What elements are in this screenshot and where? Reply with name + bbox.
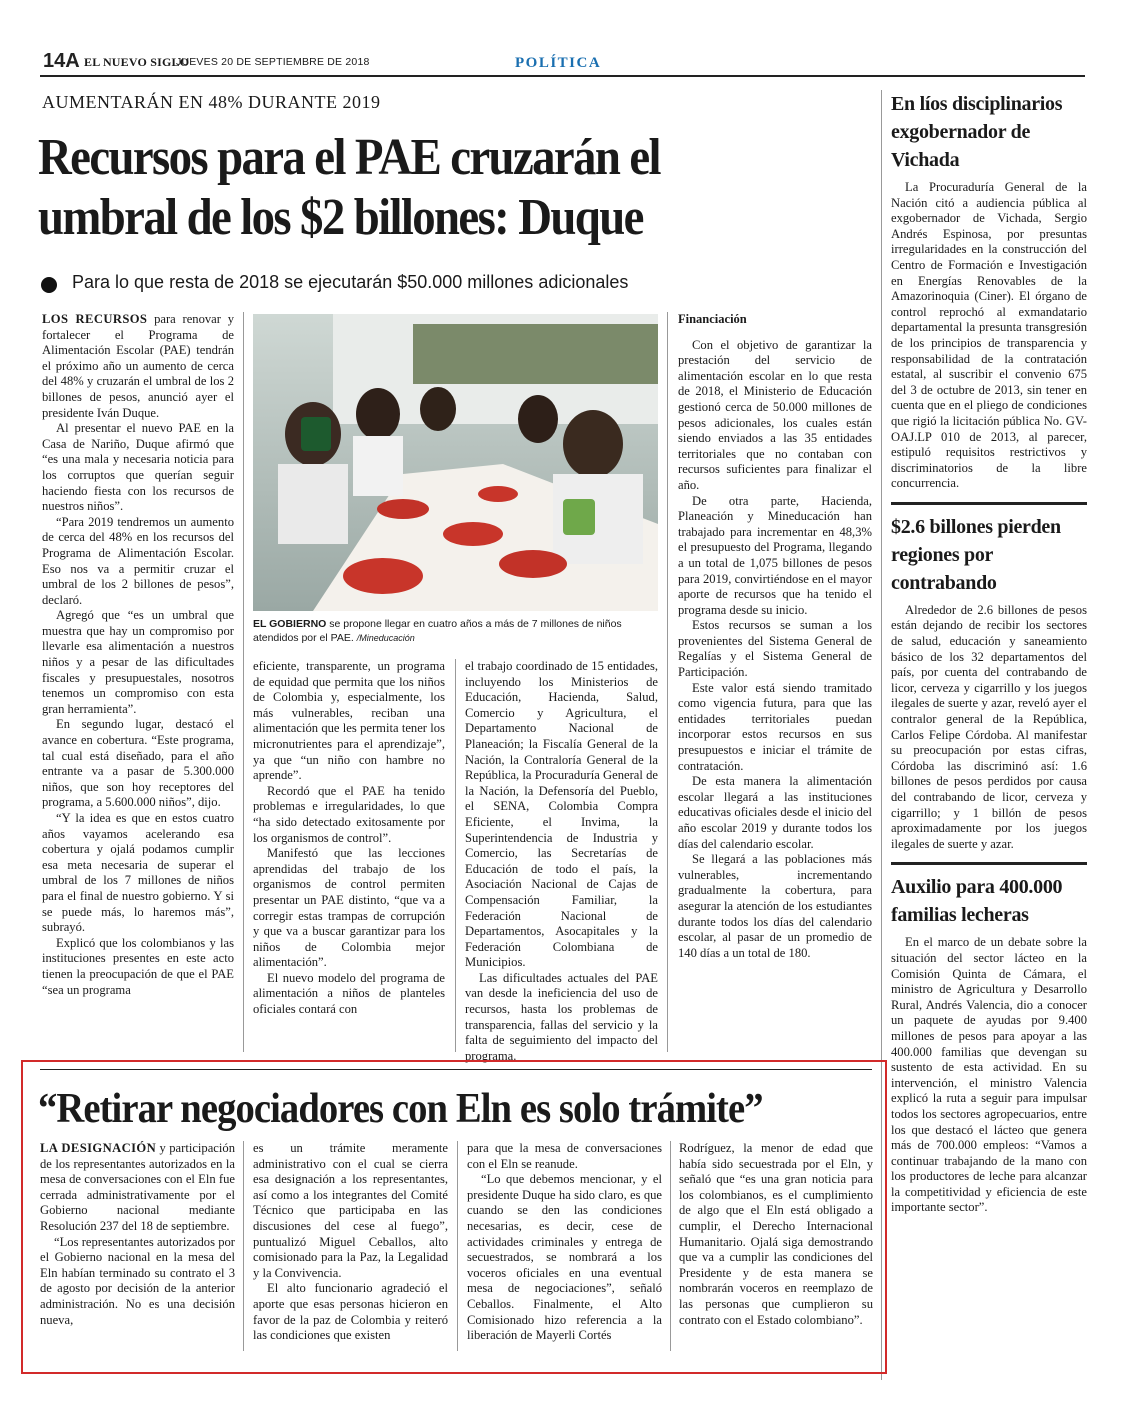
box-column-2: es un trámite meramente administrativo con el cual se cierra esa designación a los representantes, así como a los integrantes del Comité Técnico que participaba en las discusiones del cese al fuego”, puntualizó Miguel Ceballos, alto comisionado para la Paz, la Legalidad y la Convivencia. El alto funcionario agradeció el aporte que esas personas hicieron en favor de la paz de Colombia y reiteró las condiciones que existen — [253, 1141, 448, 1343]
article-subhead: Para lo que resta de 2018 se ejecutarán $50.000 millones adicionales — [72, 272, 629, 292]
article-column-1: LOS RECURSOS para renovar y fortalecer el Programa de Alimentación Escolar (PAE) tendrán el próximo año un aumento de cerca del 48% y cruzarán el umbral de los 2 billones de pesos, anunció ayer el presidente Iván Duque. Al presentar el nuevo PAE en la Casa de Nariño, Duque afirmó que “es una mala y necesaria noticia para los corruptos que querían seguir haciendo fiesta con los recursos de nuestros niños”. “Para 2019 tendremos un aumento de cerca del 48% en los recursos del Programa de Alimentación Escolar. Eso nos va a permitir cruzar el umbral de los 2 billones de pesos”, declaró. Agregó que “es un umbral que muestra que hay un compromiso por llevarle esa alimentación a nuestros niños y a pesar de las dificultades fiscales y presupuestales, nosotros tenemos un compromiso con esta gran herramienta”. En segundo lugar, destacó el avance en cobertura. “Este programa, tal cual está diseñado, para el año entrante va a pasar de 5.300.000 niños, que son hoy receptores del programa, a 5.600.000 niños”, dijo. “Y la idea es que en estos cuatro años vayamos acelerando esa cobertura y ojalá podamos cumplir esa meta necesaria de superar el umbral de los 7 millones de niños para el final de nuestro gobierno. Y si se puede más, lo haremos más”, subrayó. Explicó que los colombianos y las instituciones presentes en este acto tienen la preocupación de que el PAE “sea un programa — [42, 312, 235, 997]
article-kicker: AUMENTARÁN EN 48% DURANTE 2019 — [42, 92, 381, 112]
article-photo — [253, 314, 658, 611]
lead-in: LA DESIGNACIÓN — [40, 1141, 157, 1155]
section-subtitle: Financiación — [678, 312, 747, 326]
sidebar-text-3: En el marco de un debate sobre la situación del sector lácteo en la Comisión Quinta de Cámara, el ministro de Agricultura y Desarrollo Rural, Andrés Valencia, dio a conocer un paquete de ayudas por 9.400 millones de pesos para apoyar a las 400.000 familias que devengan su sustento de esta actividad. En su intervención, el ministro Valencia explicó la ruta a seguir para impulsar todos los sectores agropecuarios, entre los que destacó el lácteo que genera más de 700.000 empleos: “Vamos a continuar trabajando de la mano con los productores de leche para alcanzar la competitividad y eficiencia de este importante sector”. — [891, 935, 1087, 1215]
sidebar-title-1: En líos disciplinarios exgobernador de Vichada — [891, 93, 1063, 171]
sidebar-text-1: La Procuraduría General de la Nación citó a audiencia pública al exgobernador de Vichada, Sergio Andrés Espinosa, por presuntas irregularidades en la construcción del Centro de Formación e Investigación en Energías Renovables de la Amazorinoquia (Ciner). El órgano de control reprochó al exmandatario departamental la presunta transgresión de los principios de transparencia y responsabilidad de la contratación estatal, al suscribir el convenio 675 del 3 de octubre de 2013, sin tener en cuenta que en el pliego de condiciones que rigió la licitación pública No. GV-OAJ.LP 010 de 2013, al parecer, estipuló requisitos restrictivos y discriminatorios de la libre concurrencia. — [891, 180, 1087, 491]
sidebar-rule — [891, 502, 1087, 505]
column-divider — [667, 312, 668, 1052]
article-column-3: el trabajo coordinado de 15 entidades, incluyendo los Ministerios de Educación, Hacienda, Salud, Comercio y Agricultura, el Departamento Nacional de Planeación; la Fiscalía General de la Nación, la Contraloría General de la República, la Procuraduría General de la Nación, la Defensoría del Pueblo, el SENA, Colombia Compra Eficiente, el Invima, la Superintendencia de Industria y Comercio, las Secretarías de Educación de todo el país, la Asociación Nacional de Cajas de Compensación Familiar, la Federación Nacional de Departamentos, Asocapitales y la Federación Colombiana de Municipios. Las dificultades actuales del PAE van desde la ineficiencia del uso de recursos, hasta los problemas de transparencia, fallas del servicio y la falta de seguimiento del impacto del programa. — [465, 659, 658, 1063]
column-divider — [455, 659, 456, 1052]
bullet-icon — [41, 277, 57, 293]
box-rule — [40, 1069, 872, 1070]
column-divider — [457, 1141, 458, 1351]
newspaper-name: EL NUEVO SIGLO — [84, 55, 190, 69]
sidebar-text-2: Alrededor de 2.6 billones de pesos están dejando de recibir los sectores de salud, educación y saneamiento básico de los 32 departamentos del país, por cuenta del contrabando de licor, cerveza y cigarrillo y los juegos ilegales de suerte y azar, reveló ayer el contralor general de la República, Carlos Felipe Córdoba. Al manifestar su preocupación por estas cifras, Córdoba las discriminó así: 1.6 billones de pesos perdidos por causa del contrabando de licor, cerveza y cigarrillo; y 1 billón de pesos aproximadamente por los juegos ilegales de suerte y azar. — [891, 602, 1087, 851]
column-divider — [243, 1141, 244, 1351]
photo-caption: EL GOBIERNO se propone llegar en cuatro años a más de 7 millones de niños atendidos por el PAE. /Mineducación — [253, 618, 622, 644]
sidebar — [891, 90, 1087, 1216]
article-column-2: eficiente, transparente, un programa de equidad que permita que los niños de Colombia y, especialmente, los más vulnerables, reciban una alimentación que les permita tener los micronutrientes para el aprendizaje”, ya que “un niño con hambre no aprende”. Recordó que el PAE ha tenido problemas e irregularidades, lo que “ha sido detectado exitosamente por los organismos de control”. Manifestó que las lecciones aprendidas del trabajo de los organismos de control permiten presentar un PAE distinto, “que va a corregir estas trampas de corrupción y que va a buscar garantizar para los niños de Colombia mejor alimentación”. El nuevo modelo del programa de alimentación a niños de planteles oficiales contará con — [253, 659, 445, 1017]
lead-in: LOS RECURSOS — [42, 312, 148, 326]
article-column-4: Financiación Con el objetivo de garantizar la prestación del servicio de alimentación escolar en lo que resta de 2018, el Ministerio de Educación gestionó cerca de 50.000 millones de pesos adicionales, los cuales están siendo enviados a las 35 entidades territoriales que no contaban con recursos suficientes para finalizar el año. De otra parte, Hacienda, Planeación y Mineducación han trabajado para incrementar en 48,3% el presupuesto del Programa, llegando a un total de 1,075 billones de pesos para 2019, convirtiéndose en el mayor aporte de recursos que ha tenido el programa desde su inicio. Estos recursos se suman a los provenientes del Sistema General de Regalías y el Sistema General de Participación. Este valor está siendo tramitado como vigencia futura, para que las entidades territoriales puedan incorporar estos recursos en sus presupuestos e iniciar el trámite de contratación. De esta manera la alimentación escolar llegará a las instituciones educativas oficiales desde el inicio del año escolar 2019 y durante todos los días del calendario escolar. Se llegará a las poblaciones más vulnerables, incrementando gradualmente la cobertura, para asegurar la atención de los estudiantes durante todos los días del calendario escolar, al pasar de un promedio de 140 días a un total de 180. — [678, 312, 872, 960]
article-headline: Recursos para el PAE cruzarán el umbral de los $2 billones: Duque — [38, 129, 660, 246]
sidebar-title-2: $2.6 billones pierden regiones por contrabando — [891, 515, 1061, 594]
photo-credit: /Mineducación — [356, 633, 415, 643]
sidebar-rule — [891, 862, 1087, 865]
column-divider — [243, 312, 244, 1052]
box-column-4: Rodríguez, la menor de edad que había sido secuestrada por el Eln, y señaló que “es una gran noticia para los colombianos, es el cumplimiento de algo que el Eln está obligado a cumplir, el Derecho Internacional Humanitario. Ojalá siga demostrando que va a cumplir las condiciones del Presidente y de esta manera se nombrarán voceros en reemplazo de las personas que cumplieron su contrato con el Estado colombiano”. — [679, 1141, 873, 1327]
box-headline: “Retirar negociadores con Eln es solo trámite” — [38, 1086, 763, 1132]
page-number: 14A — [43, 50, 80, 72]
header-rule — [40, 75, 1085, 77]
box-column-1: LA DESIGNACIÓN y participación de los representantes autorizados en la mesa de conversaciones con el Eln fue cerrada administrativamente por el Gobierno nacional mediante Resolución 237 del 18 de septiembre. “Los representantes autorizados por el Gobierno nacional en la mesa del Eln habían terminado su contrato el 3 de agosto por decisión de la anterior administración. No es una decisión nueva, — [40, 1141, 235, 1327]
issue-date: JUEVES 20 DE SEPTIEMBRE DE 2018 — [176, 56, 370, 68]
section-label: POLÍTICA — [515, 55, 602, 71]
box-column-3: para que la mesa de conversaciones con el Eln se reanude. “Lo que debemos mencionar, y el presidente Duque ha sido claro, es que cuando se den las condiciones necesarias, es decir, cese de actividades criminales y entrega de secuestrados, se nombrará a los voceros oficiales en una eventual mesa de negociaciones”, señaló Ceballos. Finalmente, el Alto Comisionado hizo referencia a la liberación de Mayerli Cortés — [467, 1141, 662, 1343]
sidebar-title-3: Auxilio para 400.000 familias lecheras — [891, 876, 1063, 927]
column-divider — [670, 1141, 671, 1351]
